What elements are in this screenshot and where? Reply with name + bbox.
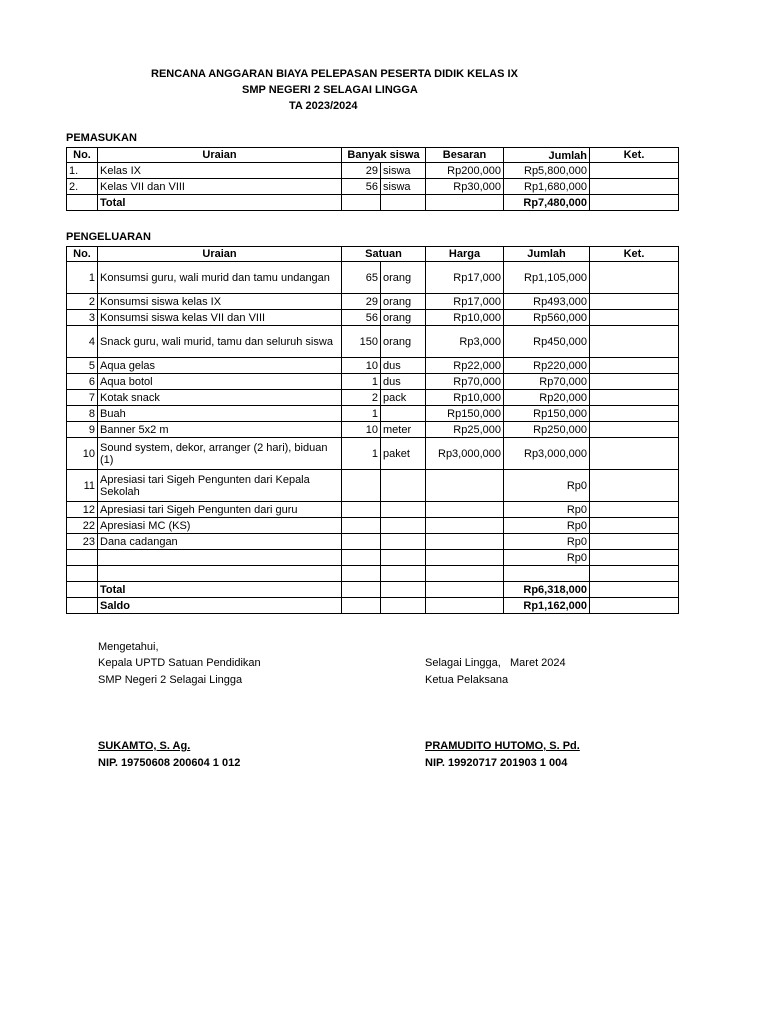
col-header-ket: Ket. [590, 247, 679, 262]
cell-ket [590, 566, 679, 582]
expense-table [66, 246, 679, 614]
cell-ket [590, 406, 679, 422]
cell-ket [590, 438, 679, 470]
table-row [67, 262, 679, 294]
cell-uraian: Apresiasi tari Sigeh Pengunten dari Kepala Sekolah [98, 470, 342, 502]
cell-harga: Rp25,000 [426, 422, 504, 438]
cell-uraian: Aqua botol [98, 374, 342, 390]
cell-uraian [98, 550, 342, 566]
cell-no: 2 [67, 294, 98, 310]
cell-uraian: Snack guru, wali murid, tamu dan seluruh siswa [98, 326, 342, 358]
cell-harga [426, 502, 504, 518]
cell-uraian: Kotak snack [98, 390, 342, 406]
title-line-2: SMP NEGERI 2 SELAGAI LINGGA [242, 84, 418, 96]
cell-uraian [98, 566, 342, 582]
col-header-jumlah: Jumlah [504, 247, 590, 262]
cell-qty [342, 550, 381, 566]
cell-no: 6 [67, 374, 98, 390]
cell-ket [590, 502, 679, 518]
table-row [67, 534, 679, 550]
sig-right-line-1: Selagai Lingga, Maret 2024 [425, 657, 566, 669]
cell-unit [381, 502, 426, 518]
sig-right-nip: NIP. 19920717 201903 1 004 [425, 757, 568, 769]
cell-qty [342, 470, 381, 502]
expense-rows [67, 262, 679, 582]
cell-uraian: Kelas VII dan VIII [98, 179, 342, 195]
cell-ket [590, 326, 679, 358]
col-header-no: No. [67, 148, 98, 163]
col-header-satuan: Satuan [342, 247, 426, 262]
total-value: Rp6,318,000 [504, 582, 590, 598]
cell-ket [590, 163, 679, 179]
cell-qty: 10 [342, 422, 381, 438]
cell-uraian: Konsumsi siswa kelas VII dan VIII [98, 310, 342, 326]
cell-uraian: Kelas IX [98, 163, 342, 179]
table-row [67, 566, 679, 582]
cell-qty: 150 [342, 326, 381, 358]
cell-uraian: Aqua gelas [98, 358, 342, 374]
cell-jumlah: Rp20,000 [504, 390, 590, 406]
cell-jumlah: Rp70,000 [504, 374, 590, 390]
cell-harga [426, 550, 504, 566]
sig-left-line-2: Kepala UPTD Satuan Pendidikan [98, 657, 261, 669]
cell-harga: Rp22,000 [426, 358, 504, 374]
cell-unit: orang [381, 262, 426, 294]
cell-uraian: Konsumsi siswa kelas IX [98, 294, 342, 310]
cell-qty: 29 [342, 163, 381, 179]
title-line-1: RENCANA ANGGARAN BIAYA PELEPASAN PESERTA DIDIK KELAS IX [151, 68, 518, 80]
cell-jumlah: Rp0 [504, 550, 590, 566]
cell-jumlah: Rp220,000 [504, 358, 590, 374]
cell-uraian: Konsumsi guru, wali murid dan tamu undangan [98, 262, 342, 294]
cell-besaran: Rp30,000 [426, 179, 504, 195]
cell-qty [342, 566, 381, 582]
cell-ket [590, 294, 679, 310]
table-row [67, 422, 679, 438]
cell-unit: meter [381, 422, 426, 438]
table-row [67, 374, 679, 390]
total-label: Total [98, 582, 342, 598]
cell-ket [590, 374, 679, 390]
cell-no: 1 [67, 262, 98, 294]
cell-uraian: Apresiasi MC (KS) [98, 518, 342, 534]
cell-no: 8 [67, 406, 98, 422]
cell-harga: Rp3,000,000 [426, 438, 504, 470]
cell-no [67, 550, 98, 566]
cell-no: 3 [67, 310, 98, 326]
cell-qty [342, 534, 381, 550]
sig-left-name: SUKAMTO, S. Ag. [98, 740, 191, 752]
cell-ket [590, 470, 679, 502]
cell-uraian: Sound system, dekor, arranger (2 hari), biduan (1) [98, 438, 342, 470]
cell-no: 5 [67, 358, 98, 374]
cell-unit [381, 566, 426, 582]
cell-uraian: Buah [98, 406, 342, 422]
cell-harga: Rp3,000 [426, 326, 504, 358]
cell-unit [381, 406, 426, 422]
sig-left-line-3: SMP Negeri 2 Selagai Lingga [98, 674, 243, 686]
cell-unit [381, 550, 426, 566]
col-header-jumlah: Jumlah [504, 148, 590, 163]
cell-jumlah: Rp450,000 [504, 326, 590, 358]
cell-unit [381, 470, 426, 502]
table-row [67, 310, 679, 326]
cell-no: 10 [67, 438, 98, 470]
cell-harga: Rp10,000 [426, 390, 504, 406]
col-header-besaran: Besaran [426, 148, 504, 163]
cell-no: 4 [67, 326, 98, 358]
cell-unit: dus [381, 358, 426, 374]
cell-unit [381, 534, 426, 550]
cell-jumlah: Rp3,000,000 [504, 438, 590, 470]
total-value: Rp7,480,000 [504, 195, 590, 211]
table-row [67, 438, 679, 470]
cell-ket [590, 518, 679, 534]
cell-harga: Rp70,000 [426, 374, 504, 390]
cell-jumlah: Rp1,105,000 [504, 262, 590, 294]
cell-harga [426, 534, 504, 550]
cell-qty: 1 [342, 438, 381, 470]
table-row [67, 550, 679, 566]
cell-no: 1. [67, 163, 98, 179]
sig-right-name: PRAMUDITO HUTOMO, S. Pd. [425, 740, 580, 752]
cell-jumlah: Rp0 [504, 502, 590, 518]
expense-saldo-row [67, 598, 679, 614]
cell-harga: Rp150,000 [426, 406, 504, 422]
table-row [67, 390, 679, 406]
cell-unit: paket [381, 438, 426, 470]
cell-qty: 1 [342, 374, 381, 390]
col-header-uraian: Uraian [98, 148, 342, 163]
sig-right-line-2: Ketua Pelaksana [425, 674, 509, 686]
cell-unit: orang [381, 294, 426, 310]
cell-ket [590, 550, 679, 566]
cell-jumlah: Rp150,000 [504, 406, 590, 422]
cell-no: 22 [67, 518, 98, 534]
table-row [67, 406, 679, 422]
income-section-label: PEMASUKAN [66, 132, 137, 144]
table-row [67, 179, 679, 195]
cell-uraian: Apresiasi tari Sigeh Pengunten dari guru [98, 502, 342, 518]
cell-jumlah: Rp0 [504, 534, 590, 550]
cell-no: 7 [67, 390, 98, 406]
cell-harga [426, 470, 504, 502]
cell-no: 9 [67, 422, 98, 438]
cell-jumlah: Rp250,000 [504, 422, 590, 438]
table-row [67, 518, 679, 534]
cell-unit: siswa [381, 179, 426, 195]
income-table [66, 147, 679, 211]
cell-qty: 10 [342, 358, 381, 374]
income-total-row [67, 195, 679, 211]
col-header-banyak-siswa: Banyak siswa [342, 148, 426, 163]
cell-jumlah: Rp0 [504, 470, 590, 502]
cell-uraian: Dana cadangan [98, 534, 342, 550]
cell-ket [590, 358, 679, 374]
cell-no: 2. [67, 179, 98, 195]
cell-qty: 2 [342, 390, 381, 406]
cell-qty: 29 [342, 294, 381, 310]
cell-harga [426, 566, 504, 582]
cell-no [67, 566, 98, 582]
cell-unit [381, 518, 426, 534]
saldo-value: Rp1,162,000 [504, 598, 590, 614]
col-header-harga: Harga [426, 247, 504, 262]
cell-qty: 56 [342, 179, 381, 195]
cell-ket [590, 422, 679, 438]
cell-unit: orang [381, 310, 426, 326]
total-label: Total [98, 195, 342, 211]
table-row [67, 294, 679, 310]
table-row [67, 326, 679, 358]
col-header-ket: Ket. [590, 148, 679, 163]
cell-ket [590, 179, 679, 195]
cell-unit: orang [381, 326, 426, 358]
cell-ket [590, 534, 679, 550]
cell-jumlah: Rp0 [504, 518, 590, 534]
expense-total-row [67, 582, 679, 598]
cell-qty: 65 [342, 262, 381, 294]
cell-unit: siswa [381, 163, 426, 179]
col-header-no: No. [67, 247, 98, 262]
saldo-label: Saldo [98, 598, 342, 614]
table-row [67, 358, 679, 374]
expense-section-label: PENGELUARAN [66, 231, 151, 243]
col-header-uraian: Uraian [98, 247, 342, 262]
title-line-3: TA 2023/2024 [289, 100, 358, 112]
cell-harga [426, 518, 504, 534]
cell-ket [590, 390, 679, 406]
table-row [67, 163, 679, 179]
cell-jumlah: Rp1,680,000 [504, 179, 590, 195]
cell-no: 12 [67, 502, 98, 518]
cell-jumlah: Rp560,000 [504, 310, 590, 326]
cell-unit: dus [381, 374, 426, 390]
cell-no: 23 [67, 534, 98, 550]
cell-harga: Rp17,000 [426, 262, 504, 294]
table-row [67, 470, 679, 502]
cell-qty [342, 518, 381, 534]
cell-harga: Rp17,000 [426, 294, 504, 310]
cell-jumlah: Rp5,800,000 [504, 163, 590, 179]
sig-left-line-1: Mengetahui, [98, 641, 159, 653]
cell-no: 11 [67, 470, 98, 502]
income-header-row [67, 148, 679, 163]
cell-qty: 1 [342, 406, 381, 422]
cell-uraian: Banner 5x2 m [98, 422, 342, 438]
cell-ket [590, 310, 679, 326]
table-row [67, 502, 679, 518]
sig-left-nip: NIP. 19750608 200604 1 012 [98, 757, 241, 769]
cell-jumlah: Rp493,000 [504, 294, 590, 310]
cell-unit: pack [381, 390, 426, 406]
cell-harga: Rp10,000 [426, 310, 504, 326]
cell-qty [342, 502, 381, 518]
cell-ket [590, 262, 679, 294]
cell-besaran: Rp200,000 [426, 163, 504, 179]
cell-jumlah [504, 566, 590, 582]
cell-qty: 56 [342, 310, 381, 326]
expense-header-row [67, 247, 679, 262]
